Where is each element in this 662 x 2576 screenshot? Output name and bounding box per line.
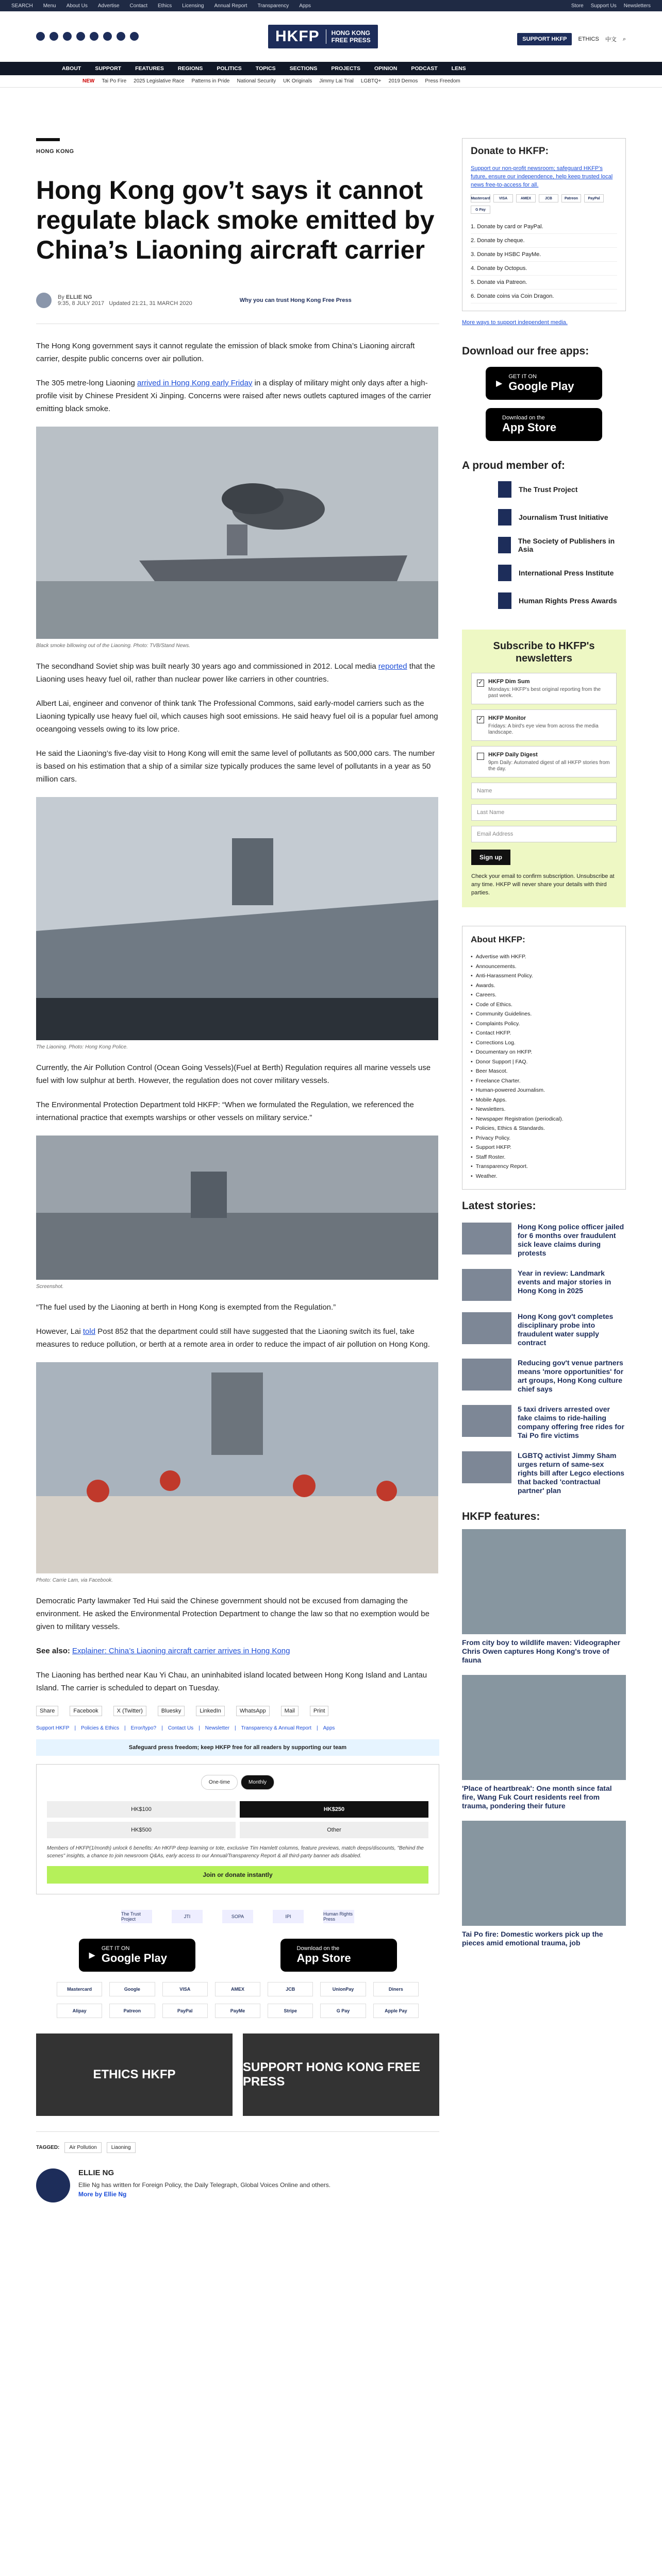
screenshot-photo: [36, 1136, 438, 1280]
paragraph: The Hong Kong government says it cannot regulate the emission of black smoke from China’s Liaoning aircraft carrier, despite public concerns over air pollution.: [36, 342, 415, 363]
payment-logo: Diners: [373, 1982, 419, 1996]
site-header: [0, 11, 662, 62]
footer-link[interactable]: Policies & Ethics: [81, 1725, 120, 1731]
features-title: HKFP features:: [462, 1511, 540, 1522]
nav-projects[interactable]: PROJECTS: [331, 65, 360, 72]
payment-logo: G Pay: [320, 2004, 366, 2018]
google-play-badge[interactable]: ▶ GET IT ON Google Play: [486, 367, 602, 400]
author-avatar[interactable]: [36, 293, 52, 308]
member-logo[interactable]: Human Rights Press Awards: [498, 592, 626, 609]
trust-project-icon: [498, 481, 511, 498]
footer-link[interactable]: Newsletter: [205, 1725, 230, 1731]
newsletter-box: [462, 630, 626, 907]
partner-logo[interactable]: Human Rights Press: [323, 1910, 354, 1923]
story-item[interactable]: LGBTQ activist Jimmy Sham urges return of same-sex rights bill after Legco elections that backed 'contractual partner' plan: [462, 1451, 626, 1495]
tag[interactable]: Liaoning: [107, 2142, 136, 2153]
author-bio: Ellie Ng has written for Foreign Policy, the Daily Telegraph, Global Voices Online and others.: [78, 2181, 331, 2189]
see-also-link[interactable]: Explainer: China’s Liaoning aircraft carrier arrives in Hong Kong: [72, 1647, 290, 1655]
story-item[interactable]: Hong Kong police officer jailed for 6 months over fraudulent sick leave claims during protests: [462, 1223, 626, 1258]
payment-logo: PayPal: [162, 2004, 208, 2018]
trending-item[interactable]: Patterns in Pride: [191, 78, 230, 84]
payment-logo: PayMe: [215, 2004, 260, 2018]
article-title: Hong Kong gov’t says it cannot regulate black smoke emitted by China’s Liaoning aircraft carrier: [36, 176, 435, 264]
author-box: [36, 2168, 439, 2202]
amount-option[interactable]: HK$500: [47, 1822, 236, 1838]
partner-logo[interactable]: IPI: [273, 1910, 304, 1923]
video-ethics[interactable]: ETHICS HKFP: [36, 2033, 233, 2116]
donate-option[interactable]: 5. Donate via Patreon.: [471, 276, 617, 290]
image-caption: Black smoke billowing out of the Liaoning. Photo: TVB/Stand News.: [36, 643, 191, 649]
about-link[interactable]: • Donor Support | FAQ.: [471, 1057, 617, 1067]
newsletter-title: Subscribe to HKFP's newsletters: [493, 640, 595, 664]
nav-politics[interactable]: POLITICS: [217, 65, 242, 72]
topbar-advertise[interactable]: Advertise: [97, 3, 120, 9]
site-logo[interactable]: [268, 25, 378, 48]
story-item[interactable]: Year in review: Landmark events and major stories in Hong Kong in 2025: [462, 1269, 626, 1301]
payment-logo: Alipay: [57, 2004, 102, 2018]
topbar-ethics[interactable]: Ethics: [158, 3, 172, 9]
feature-image: [462, 1675, 626, 1780]
nav-opinion[interactable]: OPINION: [374, 65, 398, 72]
story-thumb: [462, 1405, 511, 1437]
payment-logo: VISA: [493, 194, 513, 202]
story-item[interactable]: Hong Kong gov't completes disciplinary probe into fraudulent water supply contract: [462, 1312, 626, 1347]
feature-item[interactable]: Tai Po fire: Domestic workers pick up the pieces amid emotional trauma, job: [462, 1821, 626, 1947]
donate-text[interactable]: Support our non-profit newsroom; safeguard HKFP's future, ensure our independence, help keep trusted local news free-to-access for all.: [471, 165, 613, 188]
article-image: [36, 1362, 438, 1573]
footer-links: Support HKFP | Policies & Ethics | Error/typo? | Contact Us | Newsletter | Transparency & Annual Report | Apps: [36, 1725, 335, 1731]
member-title: A proud member of:: [462, 460, 565, 471]
carrier-photo: [36, 797, 438, 1040]
donate-option[interactable]: 3. Donate by HSBC PayMe.: [471, 248, 617, 262]
article-image: [36, 1136, 438, 1280]
latest-stories: [462, 1200, 626, 1495]
story-thumb: [462, 1223, 511, 1255]
share-label: Share: [36, 1706, 58, 1716]
see-also: See also: Explainer: China’s Liaoning aircraft carrier arrives in Hong Kong: [36, 1647, 290, 1655]
inline-link[interactable]: told: [82, 1327, 96, 1336]
payment-logo: Stripe: [268, 2004, 313, 2018]
about-link[interactable]: • Policies, Ethics & Standards.: [471, 1124, 617, 1133]
kicker-rule: [36, 138, 60, 141]
payment-logo: JCB: [539, 194, 558, 202]
inline-link[interactable]: reported: [378, 662, 407, 671]
about-link[interactable]: • Mobile Apps.: [471, 1095, 617, 1105]
trending-item[interactable]: 2025 Legislative Race: [134, 78, 185, 84]
latest-title: Latest stories:: [462, 1200, 536, 1212]
trending-item[interactable]: UK Originals: [283, 78, 312, 84]
story-thumb: [462, 1312, 511, 1344]
last-name-field[interactable]: Last Name: [471, 804, 617, 821]
play-icon: ▶: [89, 1951, 95, 1960]
newsletter-option[interactable]: ✓ HKFP Monitor Fridays: A bird's eye view from across the media landscape.: [471, 709, 617, 741]
share-print[interactable]: Print: [310, 1706, 329, 1716]
trending-label: NEW: [82, 78, 95, 84]
payment-logo: Patreon: [109, 2004, 155, 2018]
topbar-support[interactable]: Support Us: [590, 3, 617, 9]
author-avatar-large[interactable]: [36, 2168, 70, 2202]
ethics-link[interactable]: ETHICS: [578, 36, 599, 42]
footer-link[interactable]: Contact Us: [168, 1725, 194, 1731]
feature-item[interactable]: From city boy to wildlife maven: Videographer Chris Owen captures Hong Kong's trove of fauna: [462, 1529, 626, 1665]
about-link[interactable]: • Weather.: [471, 1172, 617, 1181]
member-logo[interactable]: The Society of Publishers in Asia: [498, 537, 626, 553]
about-link[interactable]: • Freelance Charter.: [471, 1076, 617, 1086]
image-caption: Photo: Carrie Lam, via Facebook.: [36, 1578, 113, 1583]
apps-title: Download our free apps:: [462, 345, 589, 357]
paragraph: Currently, the Air Pollution Control (Ocean Going Vessels)(Fuel at Berth) Regulation requires all marine vessels use fuel with low sulphur at berth. However, the regulation does not cover military vessels.: [36, 1063, 431, 1085]
partner-logo[interactable]: SOPA: [222, 1910, 253, 1923]
updated-date: Updated 21:21, 31 MARCH 2020: [109, 300, 192, 307]
partner-logos: [36, 1910, 439, 1923]
amount-option[interactable]: HK$250: [240, 1801, 428, 1818]
newsletter-option[interactable]: HKFP Daily Digest 9pm Daily: Automated digest of all HKFP stories from the day.: [471, 746, 617, 777]
payment-methods: [36, 1982, 439, 2018]
paragraph: The Liaoning has berthed near Kau Yi Chau, an uninhabited island located between Hong Kong Island and Lantau Island. The carrier is scheduled to depart on Tuesday.: [36, 1671, 427, 1692]
join-donate-button[interactable]: Join or donate instantly: [47, 1866, 428, 1884]
email-field[interactable]: Email Address: [471, 826, 617, 842]
member-logo[interactable]: International Press Institute: [498, 565, 626, 581]
social-links: [36, 32, 139, 41]
article-category[interactable]: HONG KONG: [36, 148, 74, 155]
topbar-licensing[interactable]: Licensing: [182, 3, 204, 9]
trending-bar: [0, 75, 662, 88]
nav-lens[interactable]: LENS: [451, 65, 466, 72]
nav-topics[interactable]: TOPICS: [255, 65, 276, 72]
article-image: [36, 427, 438, 639]
amount-option[interactable]: HK$100: [47, 1801, 236, 1818]
payment-logo: Google: [109, 1982, 155, 1996]
about-link[interactable]: • Careers.: [471, 990, 617, 1000]
feature-item[interactable]: 'Place of heartbreak': One month since fatal fire, Wang Fuk Court residents reel from trauma, pondering their future: [462, 1675, 626, 1810]
sidebar: [462, 138, 626, 1958]
paragraph: The 305 metre-long Liaoning arrived in Hong Kong early Friday in a display of military might only days after a high-profile visit by Chinese President Xi Jinping. Concerns were raised after news outlets captured images of the carrier emitting black smoke.: [36, 379, 432, 413]
top-utility-bar: [0, 0, 662, 11]
about-link[interactable]: • Privacy Policy.: [471, 1133, 617, 1143]
about-link[interactable]: • Corrections Log.: [471, 1038, 617, 1048]
story-thumb: [462, 1269, 511, 1301]
nav-podcast[interactable]: PODCAST: [411, 65, 438, 72]
topbar-search[interactable]: SEARCH: [11, 3, 33, 9]
crowd-photo: [36, 1362, 438, 1573]
telegram-icon[interactable]: [90, 32, 98, 41]
sopa-icon: [498, 537, 511, 553]
nav-regions[interactable]: REGIONS: [177, 65, 203, 72]
features: [462, 1511, 626, 1947]
image-caption: The Liaoning. Photo: Hong Kong Police.: [36, 1044, 128, 1050]
about-link[interactable]: • Advertise with HKFP.: [471, 952, 617, 962]
tag[interactable]: Air Pollution: [64, 2142, 101, 2153]
threads-icon[interactable]: [117, 32, 125, 41]
share-mail[interactable]: Mail: [281, 1706, 299, 1716]
feature-image: [462, 1529, 626, 1634]
member-logo[interactable]: The Trust Project: [498, 481, 626, 498]
feature-image: [462, 1821, 626, 1926]
donate-title: Donate to HKFP:: [471, 146, 549, 157]
support-hkfp-button[interactable]: SUPPORT HKFP: [517, 33, 572, 45]
about-link[interactable]: • Beer Mascot.: [471, 1066, 617, 1076]
payment-logo: Mastercard: [57, 1982, 102, 1996]
name-field[interactable]: Name: [471, 783, 617, 799]
amount-option[interactable]: Other: [240, 1822, 428, 1838]
footer-link[interactable]: Support HKFP: [36, 1725, 70, 1731]
payment-logo: VISA: [162, 1982, 208, 1996]
nav-support[interactable]: SUPPORT: [95, 65, 122, 72]
story-thumb: [462, 1359, 511, 1391]
nav-features[interactable]: FEATURES: [135, 65, 164, 72]
search-icon[interactable]: ⌕: [622, 36, 626, 42]
more-ways-link[interactable]: More ways to support independent media.: [462, 319, 568, 326]
payment-logo: Patreon: [561, 194, 581, 202]
partner-logo[interactable]: JTI: [172, 1910, 203, 1923]
instagram-icon[interactable]: [63, 32, 72, 41]
about-box: [462, 926, 626, 1190]
author-name[interactable]: ELLIE NG: [65, 294, 92, 300]
payment-logo: AMEX: [215, 1982, 260, 1996]
nav-about[interactable]: ABOUT: [62, 65, 81, 72]
paragraph: The secondhand Soviet ship was built nearly 30 years ago and commissioned in 2012. Local media reported that the Liaoning uses heavy fuel oil, rather than nuclear power like carriers in other countries.: [36, 662, 435, 684]
payment-logo: Apple Pay: [373, 2004, 419, 2018]
about-link[interactable]: • Contact HKFP.: [471, 1028, 617, 1038]
donate-option[interactable]: 2. Donate by cheque.: [471, 234, 617, 248]
topbar-apps[interactable]: Apps: [299, 3, 311, 9]
promo-videos: [36, 2033, 439, 2116]
footer-link[interactable]: Transparency & Annual Report: [241, 1725, 312, 1731]
share-linkedin[interactable]: LinkedIn: [196, 1706, 225, 1716]
article-image: [36, 797, 438, 1040]
donate-option[interactable]: 6. Donate coins via Coin Dragon.: [471, 290, 617, 303]
paragraph: The Environmental Protection Department told HKFP: “When we formulated the Regulation, we referenced the international practice that exempts warships or other vessels on military service.”: [36, 1100, 414, 1122]
payment-logo: G Pay: [471, 206, 490, 214]
payment-logo: Mastercard: [471, 194, 490, 202]
trending-item[interactable]: Jimmy Lai Trial: [319, 78, 354, 84]
story-item[interactable]: 5 taxi drivers arrested over fake claims to ride-hailing company offering free rides for Tai Po fire victims: [462, 1405, 626, 1440]
checkbox[interactable]: [477, 680, 484, 687]
about-link[interactable]: • Transparency Report.: [471, 1162, 617, 1172]
about-link[interactable]: • Announcements.: [471, 962, 617, 972]
video-support[interactable]: SUPPORT HONG KONG FREE PRESS: [243, 2033, 439, 2116]
about-link[interactable]: • Newsletters.: [471, 1105, 617, 1114]
member-logo[interactable]: Journalism Trust Initiative: [498, 509, 626, 526]
safeguard-banner[interactable]: Safeguard press freedom; keep HKFP free for all readers by supporting our team: [36, 1739, 439, 1756]
about-link[interactable]: • Awards.: [471, 981, 617, 991]
about-link[interactable]: • Newspaper Registration (periodical).: [471, 1114, 617, 1124]
hrpa-icon: [498, 592, 511, 609]
trending-item[interactable]: Press Freedom: [425, 78, 460, 84]
trending-item[interactable]: Tai Po Fire: [102, 78, 127, 84]
about-title: About HKFP:: [471, 935, 525, 944]
about-link[interactable]: • Complaints Policy.: [471, 1019, 617, 1029]
checkbox[interactable]: [477, 753, 484, 760]
paragraph: Albert Lai, engineer and convenor of think tank The Professional Commons, said early-model carriers such as the Liaoning typically use heavy fuel oil, which causes high soot emissions. He said heavy fuel oil is a popular fuel among oceangoing vessels owing to its low price.: [36, 699, 438, 734]
carrier-smoke-photo: [36, 427, 438, 639]
publish-date: 9:35, 8 JULY 2017: [58, 300, 105, 307]
topbar-about[interactable]: About Us: [66, 3, 88, 9]
payment-logo: AMEX: [516, 194, 536, 202]
payment-logo: UnionPay: [320, 1982, 366, 1996]
topbar-contact[interactable]: Contact: [129, 3, 147, 9]
main-nav: [0, 62, 662, 75]
youtube-icon[interactable]: [76, 32, 85, 41]
newsletter-option[interactable]: ✓ HKFP Dim Sum Mondays: HKFP's best original reporting from the past week.: [471, 673, 617, 704]
play-icon: ▶: [496, 379, 503, 388]
topbar-store[interactable]: Store: [571, 3, 584, 9]
linkedin-icon[interactable]: [103, 32, 112, 41]
image-caption: Screenshot.: [36, 1284, 64, 1290]
share-x[interactable]: X (Twitter): [113, 1706, 146, 1716]
nav-sections[interactable]: SECTIONS: [289, 65, 318, 72]
about-link[interactable]: • Documentary on HKFP.: [471, 1047, 617, 1057]
bluesky-icon[interactable]: [130, 32, 139, 41]
checkbox[interactable]: [477, 716, 484, 723]
footer-link[interactable]: Apps: [323, 1725, 335, 1731]
paragraph: Democratic Party lawmaker Ted Hui said the Chinese government should not be excused from damaging the environment. He asked the Environmental Protection Department to change the law so that no exemption would be given to military vessels.: [36, 1597, 429, 1631]
trending-item[interactable]: LGBTQ+: [360, 78, 382, 84]
ipi-icon: [498, 565, 511, 581]
signup-button[interactable]: Sign up: [471, 850, 510, 865]
paragraph: However, Lai told Post 852 that the department could still have suggested that the Liaoning switch its fuel, take measures to reduce pollution, or berth at a remote area in order to reduce the impact of air pollution on Hong Kong.: [36, 1327, 430, 1349]
about-link[interactable]: • Human-powered Journalism.: [471, 1086, 617, 1095]
app-store-badge[interactable]: Download on the App Store: [280, 1939, 397, 1972]
donate-widget: [36, 1764, 439, 1894]
story-thumb: [462, 1451, 511, 1483]
logo-wordmark: HKFP: [275, 28, 320, 45]
trending-item[interactable]: 2019 Demos: [388, 78, 418, 84]
article: [36, 138, 439, 2202]
trust-link[interactable]: Why you can trust Hong Kong Free Press: [239, 297, 352, 303]
logo-text: HONG KONG FREE PRESS: [326, 29, 371, 44]
donate-box: [462, 138, 626, 311]
tags: [36, 2131, 439, 2153]
topbar-annual-report[interactable]: Annual Report: [214, 3, 247, 9]
member-perks: Members of HKFP(1/month) unlock 6 benefits: An HKFP deep learning or tote, exclusive Tim Hamlett columns, feature previews, match deeps/discounts, "Behind the scenes" insights, a chance to join newsroom Q&As, early access to our Annual/Transparency Report & all third-party banner ads disabled.: [47, 1845, 424, 1859]
about-link[interactable]: • Staff Roster.: [471, 1153, 617, 1162]
facebook-icon[interactable]: [36, 32, 45, 41]
author-box-name[interactable]: ELLIE NG: [78, 2168, 114, 2177]
inline-link[interactable]: arrived in Hong Kong early Friday: [137, 379, 253, 387]
google-play-badge[interactable]: ▶ GET IT ON Google Play: [79, 1939, 195, 1972]
jti-icon: [498, 509, 511, 526]
donate-option[interactable]: 4. Donate by Octopus.: [471, 262, 617, 276]
paragraph: He said the Liaoning’s five-day visit to Hong Kong will emit the same level of pollutants as 500,000 cars. The number is based on his estimation that a ship of a similar size typically produces the same level of pollutants in a year as 50 million cars.: [36, 749, 435, 784]
byline: By ELLIE NG 9:35, 8 JULY 2017 Updated 21:21, 31 MARCH 2020 Why you can trust Hong Kong Free Press: [36, 293, 439, 308]
share-bar: [36, 1706, 439, 1716]
tab-one-time[interactable]: One-time: [201, 1775, 238, 1790]
about-link[interactable]: • Community Guidelines.: [471, 1009, 617, 1019]
share-facebook[interactable]: Facebook: [70, 1706, 102, 1716]
app-store-badge[interactable]: Download on the App Store: [486, 408, 602, 441]
footer-link[interactable]: Error/typo?: [130, 1725, 157, 1731]
topbar-transparency[interactable]: Transparency: [257, 3, 289, 9]
story-item[interactable]: Reducing gov't venue partners means 'more opportunities' for art groups, Hong Kong culture chief says: [462, 1359, 626, 1394]
x-icon[interactable]: [49, 32, 58, 41]
payment-logo: JCB: [268, 1982, 313, 1996]
trending-item[interactable]: National Security: [237, 78, 276, 84]
tags-label: TAGGED:: [36, 2145, 60, 2150]
share-bluesky[interactable]: Bluesky: [158, 1706, 185, 1716]
share-whatsapp[interactable]: WhatsApp: [236, 1706, 270, 1716]
tab-monthly[interactable]: Monthly: [241, 1775, 274, 1790]
about-link[interactable]: • Code of Ethics.: [471, 1000, 617, 1010]
chinese-link[interactable]: 中文: [605, 37, 617, 43]
about-link[interactable]: • Support HKFP.: [471, 1143, 617, 1153]
partner-logo[interactable]: The Trust Project: [121, 1910, 152, 1923]
topbar-menu[interactable]: Menu: [43, 3, 56, 9]
payment-logo: PayPal: [584, 194, 604, 202]
donate-option[interactable]: 1. Donate by card or PayPal.: [471, 220, 617, 234]
newsletter-note: Check your email to confirm subscription. Unsubscribe at any time. HKFP will never share your details with third parties.: [471, 873, 615, 896]
topbar-newsletters[interactable]: Newsletters: [623, 3, 651, 9]
more-by-author[interactable]: More by Ellie Ng: [78, 2191, 127, 2198]
paragraph: “The fuel used by the Liaoning at berth in Hong Kong is exempted from the Regulation.”: [36, 1303, 336, 1312]
about-link[interactable]: • Anti-Harassment Policy.: [471, 971, 617, 981]
